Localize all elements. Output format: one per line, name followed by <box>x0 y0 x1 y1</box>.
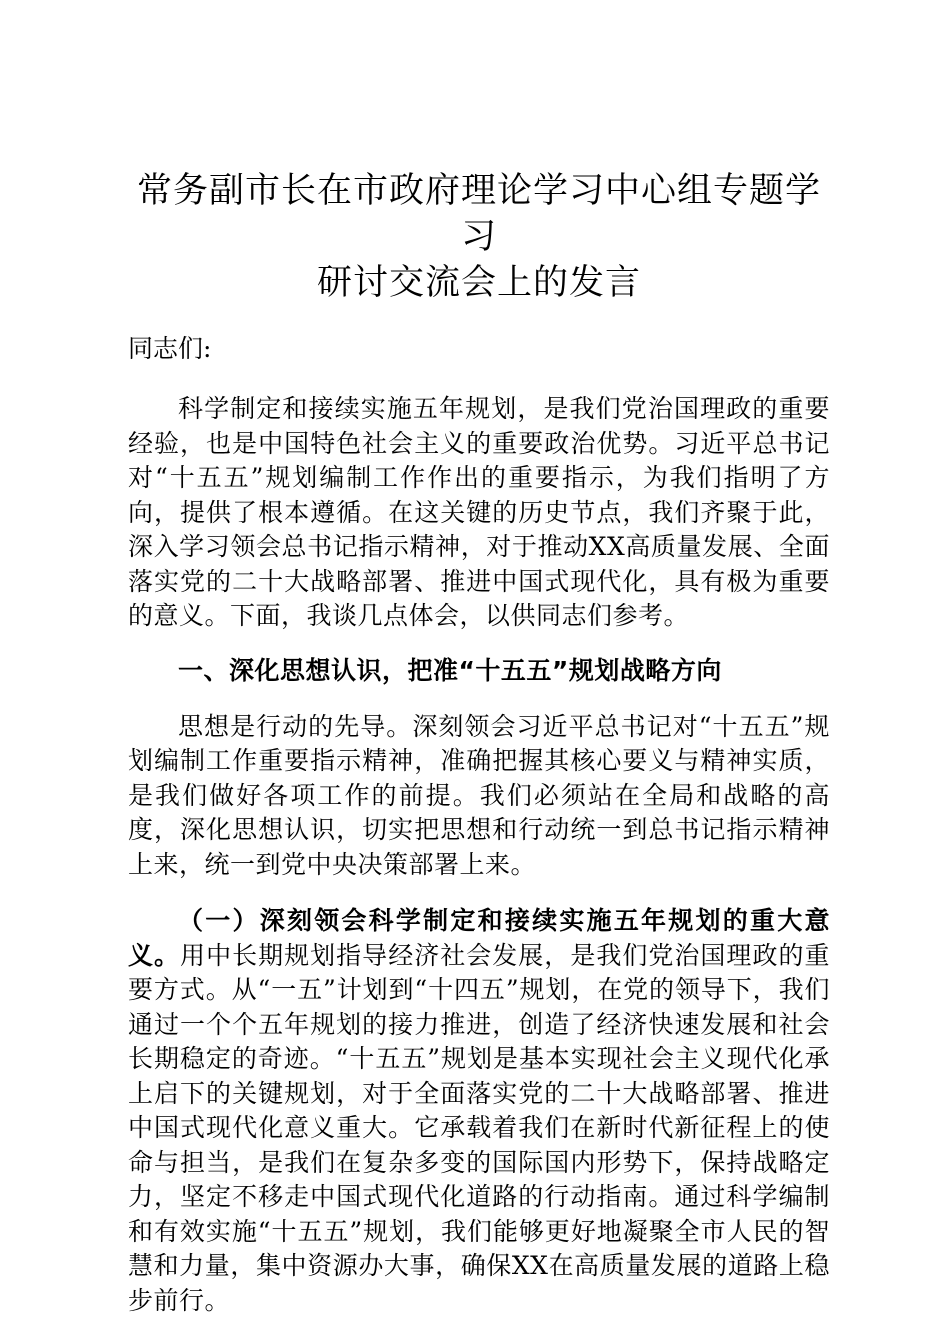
title-line-1: 常务副市长在市政府理论学习中心组专题学习 <box>136 171 821 257</box>
section-1-paragraph: 思想是行动的先导。深刻领会习近平总书记对“十五五”规划编制工作重要指示精神，准确把握其核心要义与精神实质，是我们做好各项工作的前提。我们必须站在全局和战略的高度，深化思想认识，切实把思想和行动统一到总书记指示精神上来，统一到党中央决策部署上来。 <box>128 711 830 879</box>
subsection-1-paragraph <box>128 904 830 1318</box>
subsection-1-body: 用中长期规划指导经济社会发展，是我们党治国理政的重要方式。从“一五”计划到“十四五”规划，在党的领导下，我们通过一个个五年规划的接力推进，创造了经济快速发展和社会长期稳定的奇迹。“十五五”规划是基本实现社会主义现代化承上启下的关键规划，对于全面落实党的二十大战略部署、推进中国式现代化意义重大。它承载着我们在新时代新征程上的使命与担当，是我们在复杂多变的国际国内形势下，保持战略定力，坚定不移走中国式现代化道路的行动指南。通过科学编制和有效实施“十五五”规划，我们能够更好地凝聚全市人民的智慧和力量，集中资源办大事，确保XX在高质量发展的道路上稳步前行。 <box>128 940 830 1315</box>
intro-paragraph: 科学制定和接续实施五年规划，是我们党治国理政的重要经验，也是中国特色社会主义的重要政治优势。习近平总书记对“十五五”规划编制工作作出的重要指示，为我们指明了方向，提供了根本遵循。在这关键的历史节点，我们齐聚于此，深入学习领会总书记指示精神，对于推动XX高质量发展、全面落实党的二十大战略部署、推进中国式现代化，具有极为重要的意义。下面，我谈几点体会，以供同志们参考。 <box>128 394 830 630</box>
salutation: 同志们: <box>128 334 212 363</box>
document-title <box>128 168 830 306</box>
document-page <box>128 168 830 1318</box>
subsection-1-heading: （一）深刻领会科学制定和接续实施五年规划的重大意义。 <box>128 906 830 970</box>
section-1-heading: 一、深化思想认识，把准“十五五”规划战略方向 <box>178 655 722 685</box>
title-line-2: 研讨交流会上的发言 <box>316 263 641 303</box>
